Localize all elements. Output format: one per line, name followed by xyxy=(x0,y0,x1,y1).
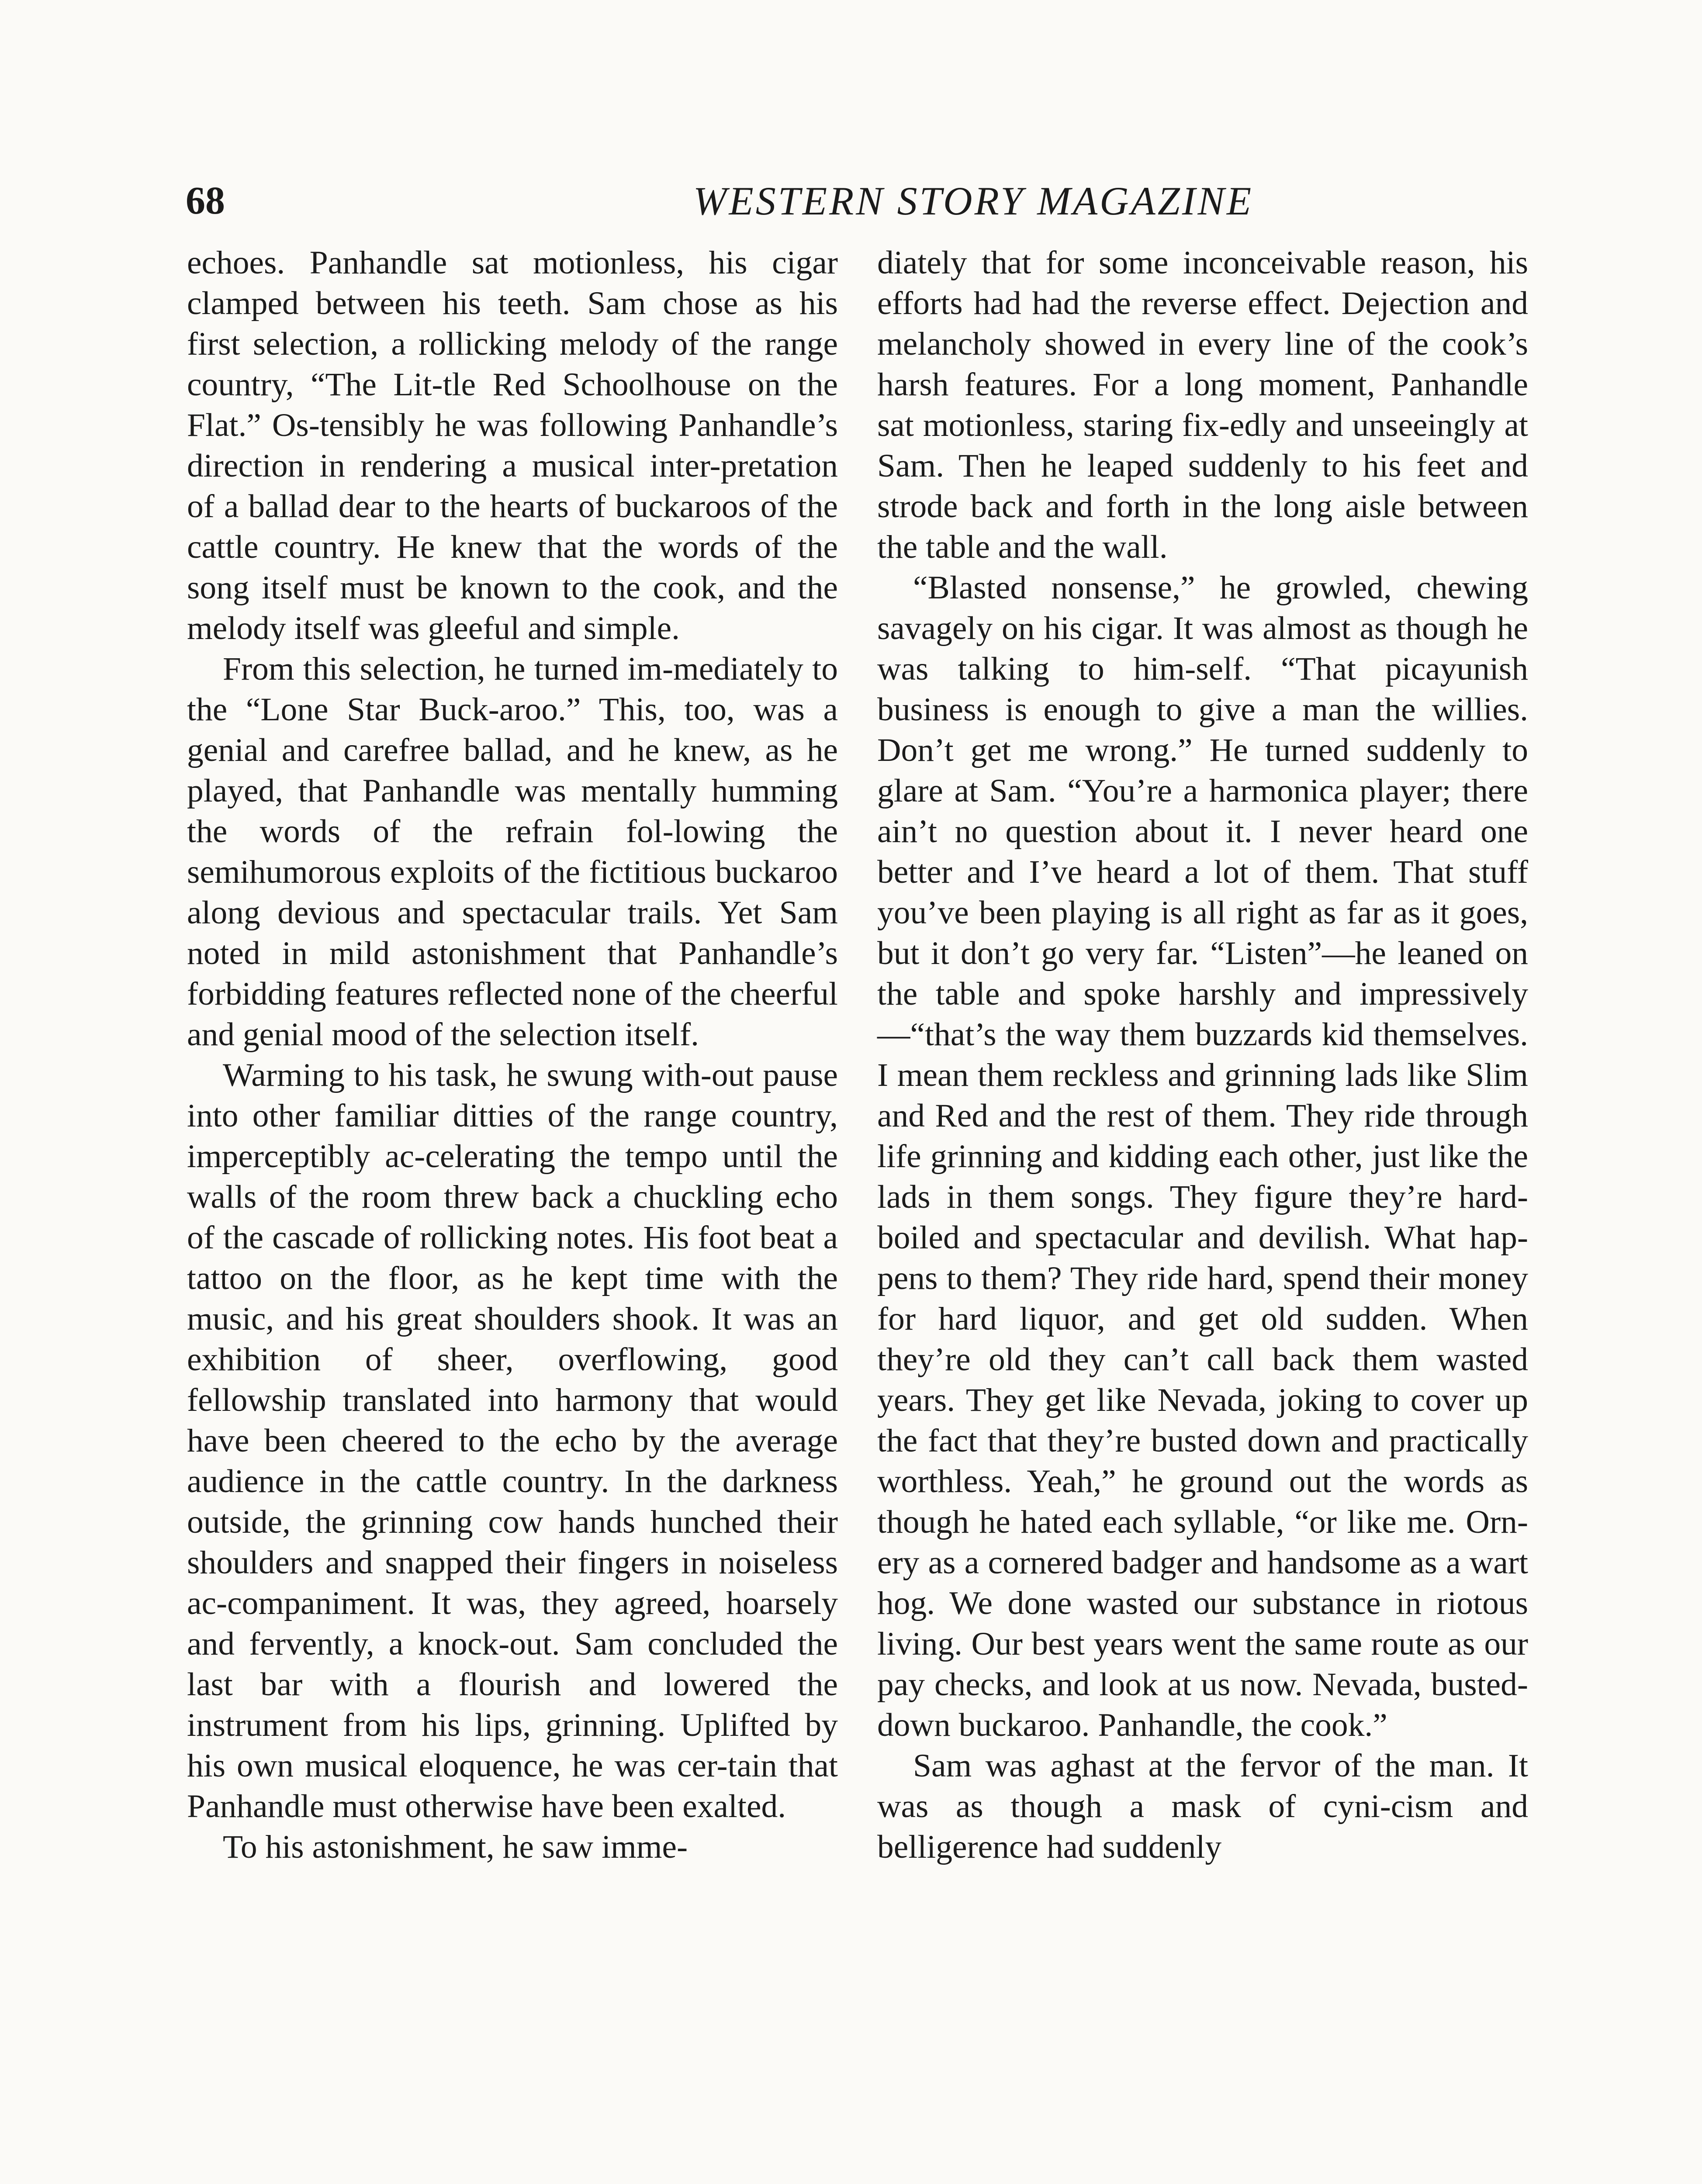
paragraph: “Blasted nonsense,” he growled, chewing savagely on his cigar. It was almost as though he was talking to him-self. “That picayunish business is enough to give a man the willies. Don’t get me wrong.” He turned suddenly to glare at Sam. “You’re a harmonica player; there ain’t no question about it. I never heard one better and I’ve heard a lot of them. That stuff you’ve been playing is all right as far as it goes, but it don’t go very far. “Listen”—he leaned on the table and spoke harshly and impressively—“that’s the way them buzzards kid themselves. I mean them reckless and grinning lads like Slim and Red and the rest of them. They ride through life grinning and kidding each other, just like the lads in them songs. They figure they’re hard-boiled and spectacular and devilish. What hap-pens to them? They ride hard, spend their money for hard liquor, and get old sudden. When they’re old they can’t call back them wasted years. They get like Nevada, joking to cover up the fact that they’re busted down and practically worthless. Yeah,” he ground out the words as though he hated each syllable, “or like me. Orn-ery as a cornered badger and handsome as a wart hog. We done wasted our substance in riotous living. Our best years went the same route as our pay checks, and look at us now. Nevada, busted-down buckaroo. Panhandle, the cook.” xyxy=(877,570,1528,1743)
page-number: 68 xyxy=(186,179,225,222)
paragraph: From this selection, he turned im-mediately to the “Lone Star Buck-aroo.” This, too, was a genial and carefree ballad, and he knew, as he played, that Panhandle was mentally humming the words of the refrain fol-lowing the semihumorous exploits of the fictitious buckaroo along devious and spectacular trails. Yet Sam noted in mild astonishment that Panhandle’s forbidding features reflected none of the cheerful and genial mood of the selection itself. xyxy=(187,651,838,1053)
page-header xyxy=(186,173,1516,229)
left-column xyxy=(187,242,838,1867)
right-column xyxy=(877,242,1528,1867)
paragraph: echoes. Panhandle sat motionless, his cigar clamped between his teeth. Sam chose as his first selection, a rollicking melody of the range country, “The Lit-tle Red Schoolhouse on the Flat.” Os-tensibly he was following Panhandle’s direction in rendering a musical inter-pretation of a ballad dear to the hearts of buckaroos of the cattle country. He knew that the words of the song itself must be known to the cook, and the melody itself was gleeful and simple. xyxy=(187,245,838,646)
paragraph: Warming to his task, he swung with-out pause into other familiar ditties of the range country, imperceptibly ac-celerating the tempo until the walls of the room threw back a chuckling echo of the cascade of rollicking notes. His foot beat a tattoo on the floor, as he kept time with the music, and his great shoulders shook. It was an exhibition of sheer, overflowing, good fellowship translated into harmony that would have been cheered to the echo by the average audience in the cattle country. In the darkness outside, the grinning cow hands hunched their shoulders and snapped their fingers in noiseless ac-companiment. It was, they agreed, hoarsely and fervently, a knock-out. Sam concluded the last bar with a flourish and lowered the instrument from his lips, grinning. Uplifted by his own musical eloquence, he was cer-tain that Panhandle must otherwise have been exalted. xyxy=(187,1057,838,1825)
paragraph: To his astonishment, he saw imme- xyxy=(223,1829,688,1865)
paragraph: Sam was aghast at the fervor of the man. It was as though a mask of cyni-cism and belligerence had suddenly xyxy=(877,1748,1528,1865)
paragraph: diately that for some inconceivable reason, his efforts had had the reverse effect. Dejection and melancholy showed in every line of the cook’s harsh features. For a long moment, Panhandle sat motionless, staring fix-edly and unseeingly at Sam. Then he leaped suddenly to his feet and strode back and forth in the long aisle between the table and the wall. xyxy=(877,245,1528,565)
running-head: WESTERN STORY MAGAZINE xyxy=(693,179,1254,223)
